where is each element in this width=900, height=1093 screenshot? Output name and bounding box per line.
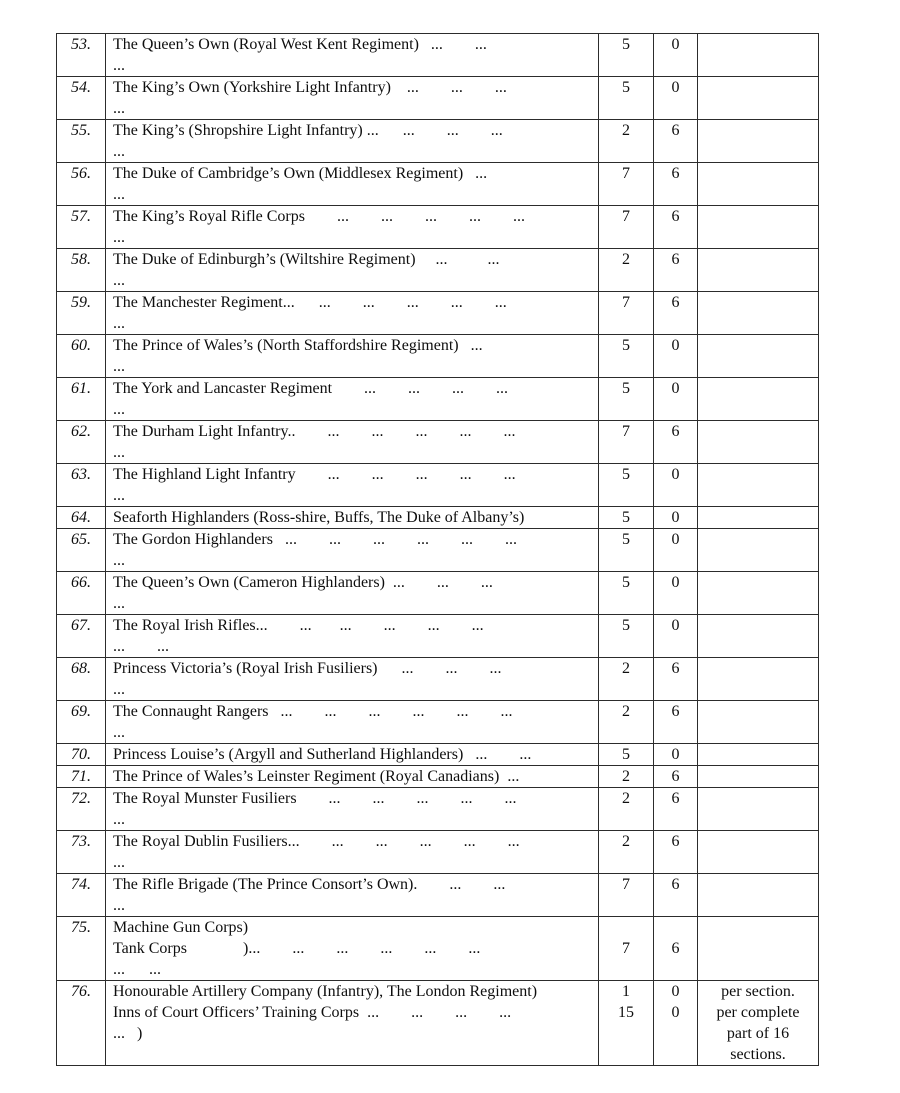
rates-table-body	[57, 34, 819, 1066]
rates-table	[56, 33, 819, 1066]
row-number: 54.	[71, 79, 91, 96]
regiment-name-line: The Highland Light Infantry ... ... ... ... ...	[113, 466, 516, 483]
rate-pence-value	[654, 917, 697, 938]
remarks-cell	[698, 163, 819, 206]
regiment-name-cell	[106, 701, 599, 744]
rate-shillings-cell	[599, 464, 654, 507]
table-row	[57, 163, 819, 206]
regiment-name-cell	[106, 788, 599, 831]
table-row	[57, 917, 819, 981]
regiment-name-line: ...	[113, 57, 125, 74]
rate-pence-cell	[654, 658, 698, 701]
rate-shillings-cell	[599, 981, 654, 1066]
rate-pence-value: 0	[671, 466, 680, 483]
row-number-cell	[57, 507, 106, 529]
regiment-name-line: Machine Gun Corps)	[113, 919, 249, 936]
regiment-name-cell	[106, 529, 599, 572]
remarks-cell	[698, 658, 819, 701]
rate-shillings-cell	[599, 615, 654, 658]
remark-line: per section.	[721, 983, 795, 1000]
regiment-name-cell	[106, 658, 599, 701]
regiment-name-line: The King’s Own (Yorkshire Light Infantry) ... ... ...	[113, 79, 507, 96]
regiment-name-cell	[106, 421, 599, 464]
rate-pence-value: 0	[671, 509, 680, 526]
row-number-cell	[57, 831, 106, 874]
rate-pence-value: 0	[671, 380, 680, 397]
rate-pence-cell	[654, 744, 698, 766]
table-row	[57, 744, 819, 766]
row-number: 55.	[71, 122, 91, 139]
row-number-cell	[57, 77, 106, 120]
rate-pence-cell	[654, 292, 698, 335]
rate-shillings-cell	[599, 874, 654, 917]
remarks-cell	[698, 917, 819, 981]
rate-shillings-value: 5	[622, 466, 630, 483]
remarks-cell	[698, 615, 819, 658]
rate-shillings-value: 7	[622, 165, 630, 182]
table-row	[57, 464, 819, 507]
row-number-cell	[57, 34, 106, 77]
rate-shillings-value: 2	[622, 790, 630, 807]
rate-pence-value: 6	[671, 208, 680, 225]
table-row	[57, 529, 819, 572]
rate-shillings-value: 5	[622, 531, 630, 548]
regiment-name-line: ...	[113, 444, 125, 461]
rate-pence-value: 0	[671, 531, 680, 548]
rate-pence-value: 0	[671, 79, 680, 96]
rate-pence-cell	[654, 163, 698, 206]
table-row	[57, 701, 819, 744]
remarks-cell	[698, 766, 819, 788]
table-row	[57, 206, 819, 249]
regiment-name-line: The Prince of Wales’s (North Staffordshire Regiment) ...	[113, 337, 483, 354]
regiment-name-cell	[106, 507, 599, 529]
rate-pence-value: 6	[671, 876, 680, 893]
rate-shillings-cell	[599, 831, 654, 874]
row-number: 59.	[71, 294, 91, 311]
row-number-cell	[57, 163, 106, 206]
rate-shillings-cell	[599, 572, 654, 615]
rate-pence-value: 6	[671, 165, 680, 182]
table-row	[57, 788, 819, 831]
regiment-name-cell	[106, 744, 599, 766]
rate-pence-cell	[654, 981, 698, 1066]
table-row	[57, 572, 819, 615]
rate-pence-value: 0	[671, 746, 680, 763]
rate-pence-value: 6	[671, 660, 680, 677]
regiment-name-cell	[106, 249, 599, 292]
regiment-name-line: The Connaught Rangers ... ... ... ... ... ...	[113, 703, 513, 720]
row-number: 60.	[71, 337, 91, 354]
rate-pence-value: 0	[671, 1004, 680, 1021]
regiment-name-line: The Manchester Regiment... ... ... ... ... ...	[113, 294, 507, 311]
regiment-name-line: The Prince of Wales’s Leinster Regiment (Royal Canadians) ...	[113, 768, 520, 785]
table-row	[57, 378, 819, 421]
remarks-cell	[698, 421, 819, 464]
rate-pence-cell	[654, 421, 698, 464]
row-number-cell	[57, 788, 106, 831]
row-number: 53.	[71, 36, 91, 53]
table-row	[57, 507, 819, 529]
rate-pence-cell	[654, 529, 698, 572]
rate-shillings-value: 2	[622, 833, 630, 850]
regiment-name-cell	[106, 120, 599, 163]
regiment-name-line: The York and Lancaster Regiment ... ... ... ...	[113, 380, 509, 397]
rate-shillings-cell	[599, 120, 654, 163]
row-number: 71.	[71, 768, 91, 785]
rate-pence-value: 0	[671, 983, 680, 1000]
rate-shillings-value	[599, 917, 653, 938]
rate-pence-cell	[654, 917, 698, 981]
rate-pence-cell	[654, 874, 698, 917]
regiment-name-cell	[106, 77, 599, 120]
remarks-cell	[698, 464, 819, 507]
rate-pence-cell	[654, 788, 698, 831]
table-row	[57, 249, 819, 292]
regiment-name-cell	[106, 378, 599, 421]
table-row	[57, 615, 819, 658]
row-number: 56.	[71, 165, 91, 182]
rate-shillings-value: 7	[622, 876, 630, 893]
regiment-name-line: ...	[113, 186, 125, 203]
regiment-name-cell	[106, 766, 599, 788]
regiment-name-cell	[106, 464, 599, 507]
regiment-name-cell	[106, 572, 599, 615]
remark-line: per complete	[716, 1004, 800, 1021]
regiment-name-line: ...	[113, 897, 125, 914]
regiment-name-line: ...	[113, 724, 125, 741]
rate-shillings-value: 5	[622, 574, 630, 591]
rate-shillings-cell	[599, 335, 654, 378]
regiment-name-cell	[106, 34, 599, 77]
row-number-cell	[57, 378, 106, 421]
remarks-cell	[698, 335, 819, 378]
row-number: 67.	[71, 617, 91, 634]
table-row	[57, 77, 819, 120]
row-number: 62.	[71, 423, 91, 440]
rate-shillings-cell	[599, 421, 654, 464]
row-number-cell	[57, 917, 106, 981]
regiment-name-line: Tank Corps )... ... ... ... ... ...	[113, 940, 481, 957]
rate-shillings-value: 7	[622, 208, 630, 225]
rate-pence-value: 6	[671, 122, 680, 139]
rate-pence-cell	[654, 120, 698, 163]
rate-pence-value: 0	[671, 574, 680, 591]
rate-shillings-value: 1	[622, 983, 630, 1000]
row-number: 69.	[71, 703, 91, 720]
regiment-name-cell	[106, 615, 599, 658]
regiment-name-line: The King’s (Shropshire Light Infantry) ... ... ... ...	[113, 122, 503, 139]
regiment-name-line: The Royal Munster Fusiliers ... ... ... ... ...	[113, 790, 517, 807]
row-number: 70.	[71, 746, 91, 763]
remarks-cell	[698, 788, 819, 831]
table-row	[57, 766, 819, 788]
rate-shillings-value: 5	[622, 746, 630, 763]
remarks-cell	[698, 34, 819, 77]
row-number-cell	[57, 464, 106, 507]
regiment-name-line: The Durham Light Infantry.. ... ... ... ... ...	[113, 423, 516, 440]
rate-shillings-value: 2	[622, 122, 630, 139]
remarks-cell	[698, 874, 819, 917]
rate-pence-cell	[654, 507, 698, 529]
rate-shillings-cell	[599, 249, 654, 292]
regiment-name-line: The Duke of Edinburgh’s (Wiltshire Regiment) ... ...	[113, 251, 500, 268]
row-number-cell	[57, 766, 106, 788]
rate-shillings-cell	[599, 163, 654, 206]
row-number: 72.	[71, 790, 91, 807]
row-number-cell	[57, 421, 106, 464]
table-row	[57, 34, 819, 77]
row-number: 61.	[71, 380, 91, 397]
rate-shillings-value: 2	[622, 660, 630, 677]
row-number: 75.	[71, 919, 91, 936]
rate-pence-value: 6	[671, 940, 680, 957]
table-row	[57, 421, 819, 464]
rate-pence-value: 0	[671, 36, 680, 53]
table-row	[57, 292, 819, 335]
rate-shillings-cell	[599, 507, 654, 529]
rate-pence-value: 6	[671, 294, 680, 311]
rate-shillings-value: 2	[622, 768, 630, 785]
regiment-name-line: The Royal Dublin Fusiliers... ... ... ... ... ...	[113, 833, 520, 850]
regiment-name-line: ...	[113, 681, 125, 698]
rate-shillings-value: 5	[622, 337, 630, 354]
rate-shillings-value: 2	[622, 251, 630, 268]
rate-pence-cell	[654, 335, 698, 378]
regiment-name-line: ...	[113, 229, 125, 246]
row-number: 63.	[71, 466, 91, 483]
remarks-cell	[698, 378, 819, 421]
regiment-name-line: Honourable Artillery Company (Infantry), The London Regiment)	[113, 983, 538, 1000]
row-number: 73.	[71, 833, 91, 850]
rate-shillings-value: 7	[622, 294, 630, 311]
rate-shillings-cell	[599, 206, 654, 249]
regiment-name-line: ...	[113, 272, 125, 289]
remarks-cell	[698, 701, 819, 744]
table-row	[57, 658, 819, 701]
rate-shillings-cell	[599, 378, 654, 421]
rate-shillings-cell	[599, 658, 654, 701]
regiment-name-line: Princess Louise’s (Argyll and Sutherland Highlanders) ... ...	[113, 746, 532, 763]
rate-shillings-value: 5	[622, 380, 630, 397]
rate-shillings-cell	[599, 34, 654, 77]
regiment-name-line: Princess Victoria’s (Royal Irish Fusiliers) ... ... ...	[113, 660, 502, 677]
rate-pence-cell	[654, 464, 698, 507]
rate-pence-cell	[654, 77, 698, 120]
regiment-name-cell	[106, 831, 599, 874]
rate-shillings-cell	[599, 77, 654, 120]
row-number-cell	[57, 744, 106, 766]
remarks-cell	[698, 507, 819, 529]
regiment-name-cell	[106, 917, 599, 981]
row-number: 58.	[71, 251, 91, 268]
regiment-name-line: ... )	[113, 1025, 143, 1042]
regiment-name-line: ...	[113, 487, 125, 504]
regiment-name-cell	[106, 206, 599, 249]
rate-pence-cell	[654, 615, 698, 658]
regiment-name-line: ... ...	[113, 961, 161, 978]
rate-shillings-value: 2	[622, 703, 630, 720]
rate-shillings-cell	[599, 766, 654, 788]
row-number-cell	[57, 249, 106, 292]
rate-shillings-cell	[599, 788, 654, 831]
remarks-cell	[698, 529, 819, 572]
rate-pence-cell	[654, 831, 698, 874]
row-number: 65.	[71, 531, 91, 548]
rate-pence-value: 6	[671, 703, 680, 720]
remark-line: sections.	[730, 1046, 786, 1063]
remarks-cell	[698, 292, 819, 335]
regiment-name-cell	[106, 292, 599, 335]
rate-shillings-value: 5	[622, 509, 630, 526]
table-row	[57, 335, 819, 378]
remarks-cell	[698, 120, 819, 163]
row-number-cell	[57, 701, 106, 744]
regiment-name-line: ...	[113, 854, 125, 871]
rate-pence-cell	[654, 249, 698, 292]
row-number: 64.	[71, 509, 91, 526]
regiment-name-line: ...	[113, 358, 125, 375]
regiment-name-line: The Queen’s Own (Cameron Highlanders) ... ... ...	[113, 574, 493, 591]
regiment-name-line: ...	[113, 143, 125, 160]
rate-shillings-value: 5	[622, 36, 630, 53]
rate-pence-cell	[654, 206, 698, 249]
rate-pence-value: 0	[671, 337, 680, 354]
regiment-name-line: The Duke of Cambridge’s Own (Middlesex Regiment) ...	[113, 165, 488, 182]
regiment-name-line: The Rifle Brigade (The Prince Consort’s Own). ... ...	[113, 876, 506, 893]
rate-pence-value: 6	[671, 768, 680, 785]
remarks-cell	[698, 744, 819, 766]
remark-line: part of 16	[726, 1025, 790, 1042]
remarks-cell	[698, 77, 819, 120]
regiment-name-line: ...	[113, 811, 125, 828]
row-number-cell	[57, 206, 106, 249]
regiment-name-line: Inns of Court Officers’ Training Corps ... ... ... ...	[113, 1004, 512, 1021]
remarks-cell	[698, 249, 819, 292]
row-number-cell	[57, 874, 106, 917]
rate-shillings-cell	[599, 701, 654, 744]
rate-shillings-value: 7	[622, 423, 630, 440]
rate-shillings-value: 5	[622, 617, 630, 634]
row-number-cell	[57, 120, 106, 163]
regiment-name-line: Seaforth Highlanders (Ross-shire, Buffs, The Duke of Albany’s)	[113, 509, 525, 526]
regiment-name-line: ...	[113, 552, 125, 569]
rate-pence-value: 6	[671, 790, 680, 807]
rate-pence-cell	[654, 34, 698, 77]
rate-shillings-cell	[599, 917, 654, 981]
remarks-cell	[698, 981, 819, 1066]
remarks-cell	[698, 206, 819, 249]
rate-shillings-value: 5	[622, 79, 630, 96]
rate-shillings-cell	[599, 292, 654, 335]
regiment-name-line: ...	[113, 315, 125, 332]
table-row	[57, 120, 819, 163]
rate-shillings-cell	[599, 744, 654, 766]
regiment-name-line: ...	[113, 595, 125, 612]
regiment-name-line: ... ...	[113, 638, 169, 655]
row-number: 66.	[71, 574, 91, 591]
row-number: 74.	[71, 876, 91, 893]
regiment-name-line: ...	[113, 100, 125, 117]
rate-pence-cell	[654, 572, 698, 615]
regiment-name-cell	[106, 981, 599, 1066]
rate-pence-value: 6	[671, 251, 680, 268]
rate-pence-value: 6	[671, 833, 680, 850]
row-number-cell	[57, 981, 106, 1066]
regiment-name-line: The King’s Royal Rifle Corps ... ... ... ... ...	[113, 208, 525, 225]
regiment-name-cell	[106, 874, 599, 917]
rate-shillings-cell	[599, 529, 654, 572]
row-number: 76.	[71, 983, 91, 1000]
table-row	[57, 874, 819, 917]
row-number: 57.	[71, 208, 91, 225]
rate-pence-cell	[654, 378, 698, 421]
regiment-name-cell	[106, 335, 599, 378]
regiment-name-line: The Royal Irish Rifles... ... ... ... ... ...	[113, 617, 484, 634]
regiment-name-line: The Queen’s Own (Royal West Kent Regiment) ... ...	[113, 36, 487, 53]
remarks-cell	[698, 831, 819, 874]
regiment-name-line: ...	[113, 401, 125, 418]
regiment-name-line: The Gordon Highlanders ... ... ... ... ... ...	[113, 531, 517, 548]
row-number-cell	[57, 572, 106, 615]
table-row	[57, 981, 819, 1066]
rate-pence-cell	[654, 701, 698, 744]
row-number-cell	[57, 658, 106, 701]
row-number-cell	[57, 292, 106, 335]
rate-shillings-value: 7	[622, 940, 630, 957]
remarks-cell	[698, 572, 819, 615]
rate-pence-cell	[654, 766, 698, 788]
regiment-name-cell	[106, 163, 599, 206]
row-number: 68.	[71, 660, 91, 677]
row-number-cell	[57, 615, 106, 658]
row-number-cell	[57, 335, 106, 378]
row-number-cell	[57, 529, 106, 572]
rate-pence-value: 6	[671, 423, 680, 440]
rate-pence-value: 0	[671, 617, 680, 634]
rate-shillings-value: 15	[618, 1004, 634, 1021]
table-row	[57, 831, 819, 874]
